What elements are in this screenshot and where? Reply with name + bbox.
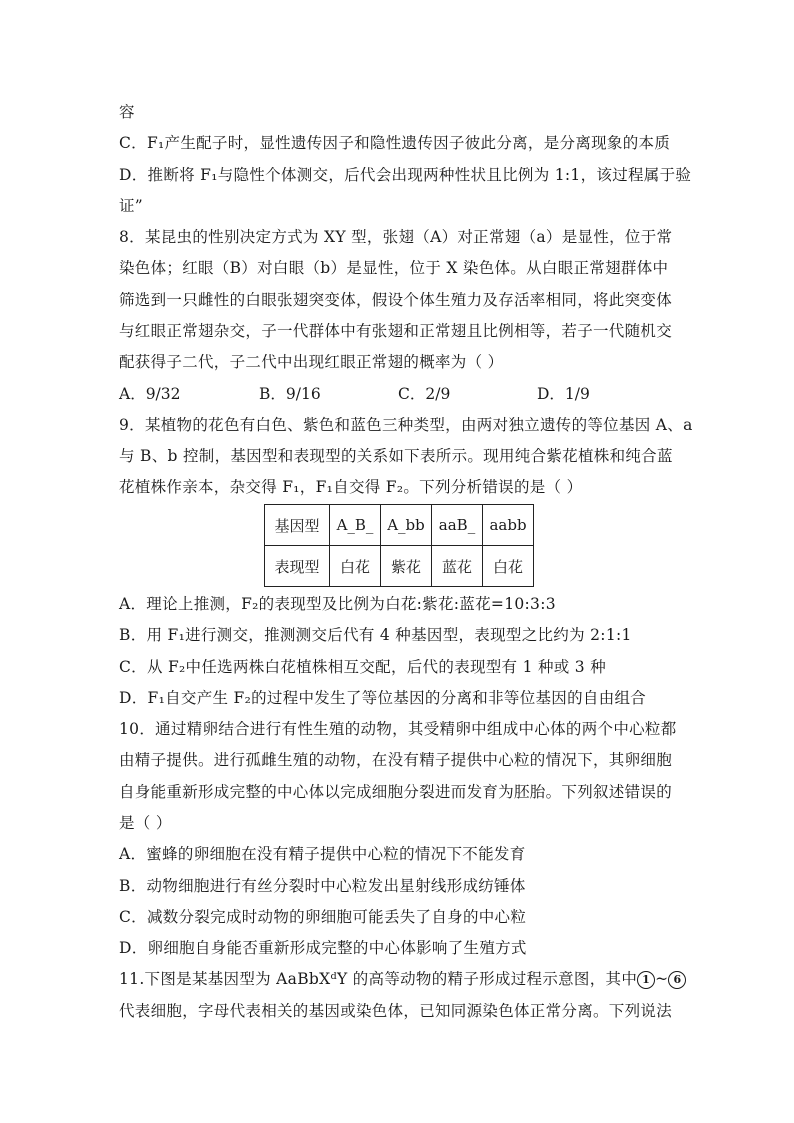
table-cell: 基因型 — [265, 505, 330, 546]
text-line: 证” — [119, 197, 144, 215]
question-10-stem: 是（ ） — [119, 814, 172, 832]
option-9d: D．F₁自交产生 F₂的过程中发生了等位基因的分离和非等位基因的自由组合 — [119, 689, 647, 707]
option-7c: C．F₁产生配子时，显性遗传因子和隐性遗传因子彼此分离，是分离现象的本质 — [119, 134, 671, 152]
question-8-stem: 与红眼正常翅杂交，子一代群体中有张翅和正常翅且比例相等，若子一代随机交 — [119, 322, 673, 340]
circled-number-6: 6 — [668, 971, 686, 989]
table-cell: 蓝花 — [432, 546, 483, 587]
question-9-stem: 与 B、b 控制，基因型和表现型的关系如下表所示。现用纯合紫花植株和纯合蓝 — [119, 447, 673, 465]
table-cell: A_B_ — [330, 505, 381, 546]
genotype-phenotype-table — [264, 504, 534, 587]
option-8d: D．1/9 — [537, 385, 590, 403]
option-8a: A．9/32 — [119, 385, 181, 403]
option-10b: B．动物细胞进行有丝分裂时中心粒发出星射线形成纺锤体 — [119, 877, 526, 895]
circled-number-1: 1 — [637, 971, 655, 989]
question-10-stem: 由精子提供。进行孤雌生殖的动物，在没有精子提供中心粒的情况下，其卵细胞 — [119, 751, 673, 769]
question-11-stem — [119, 969, 686, 989]
option-10c: C．减数分裂完成时动物的卵细胞可能丢失了自身的中心粒 — [119, 908, 527, 926]
option-9b: B．用 F₁进行测交，推测测交后代有 4 种基因型，表现型之比约为 2:1:1 — [119, 626, 632, 644]
question-8-stem: 配获得子二代，子二代中出现红眼正常翅的概率为（ ） — [119, 353, 504, 371]
option-10a: A．蜜蜂的卵细胞在没有精子提供中心粒的情况下不能发育 — [119, 845, 526, 863]
table-cell: 紫花 — [381, 546, 432, 587]
question-10-stem: 自身能重新形成完整的中心体以完成细胞分裂进而发育为胚胎。下列叙述错误的 — [119, 783, 673, 801]
question-8-stem: 8．某昆虫的性别决定方式为 XY 型，张翅（A）对正常翅（a）是显性，位于常 — [119, 228, 673, 246]
option-9c: C．从 F₂中任选两株白花植株相互交配，后代的表现型有 1 种或 3 种 — [119, 658, 606, 676]
range-tilde: ~ — [655, 970, 669, 988]
table-cell: aabb — [483, 505, 534, 546]
table-cell: A_bb — [381, 505, 432, 546]
table-cell: aaB_ — [432, 505, 483, 546]
option-9a: A．理论上推测，F₂的表现型及比例为白花:紫花:蓝花=10:3:3 — [119, 595, 556, 613]
table-cell: 表现型 — [265, 546, 330, 587]
question-10-stem: 10．通过精卵结合进行有性生殖的动物，其受精卵中组成中心体的两个中心粒都 — [119, 720, 677, 738]
question-9-stem: 花植株作亲本，杂交得 F₁，F₁自交得 F₂。下列分析错误的是（ ） — [119, 478, 583, 496]
question-9-stem: 9．某植物的花色有白色、紫色和蓝色三种类型，由两对独立遗传的等位基因 A、a — [119, 416, 693, 434]
question-8-stem: 染色体；红眼（B）对白眼（b）是显性，位于 X 染色体。从白眼正常翅群体中 — [119, 259, 669, 277]
question-11-text: 11.下图是某基因型为 AaBbXᵈY 的高等动物的精子形成过程示意图，其中 — [119, 970, 638, 988]
table-cell: 白花 — [330, 546, 381, 587]
text-line: 容 — [119, 103, 135, 121]
question-11-stem: 代表细胞，字母代表相关的基因或染色体，已知同源染色体正常分离。下列说法 — [119, 1002, 673, 1020]
question-8-stem: 筛选到一只雌性的白眼张翅突变体，假设个体生殖力及存活率相同，将此突变体 — [119, 291, 673, 309]
table-row — [265, 546, 534, 587]
option-8c: C．2/9 — [398, 385, 451, 403]
table-cell: 白花 — [483, 546, 534, 587]
option-7d: D．推断将 F₁与隐性个体测交，后代会出现两种性状且比例为 1:1，该过程属于验 — [119, 166, 692, 184]
table-row — [265, 505, 534, 546]
option-10d: D．卵细胞自身能否重新形成完整的中心体影响了生殖方式 — [119, 939, 527, 957]
option-8b: B．9/16 — [259, 385, 321, 403]
